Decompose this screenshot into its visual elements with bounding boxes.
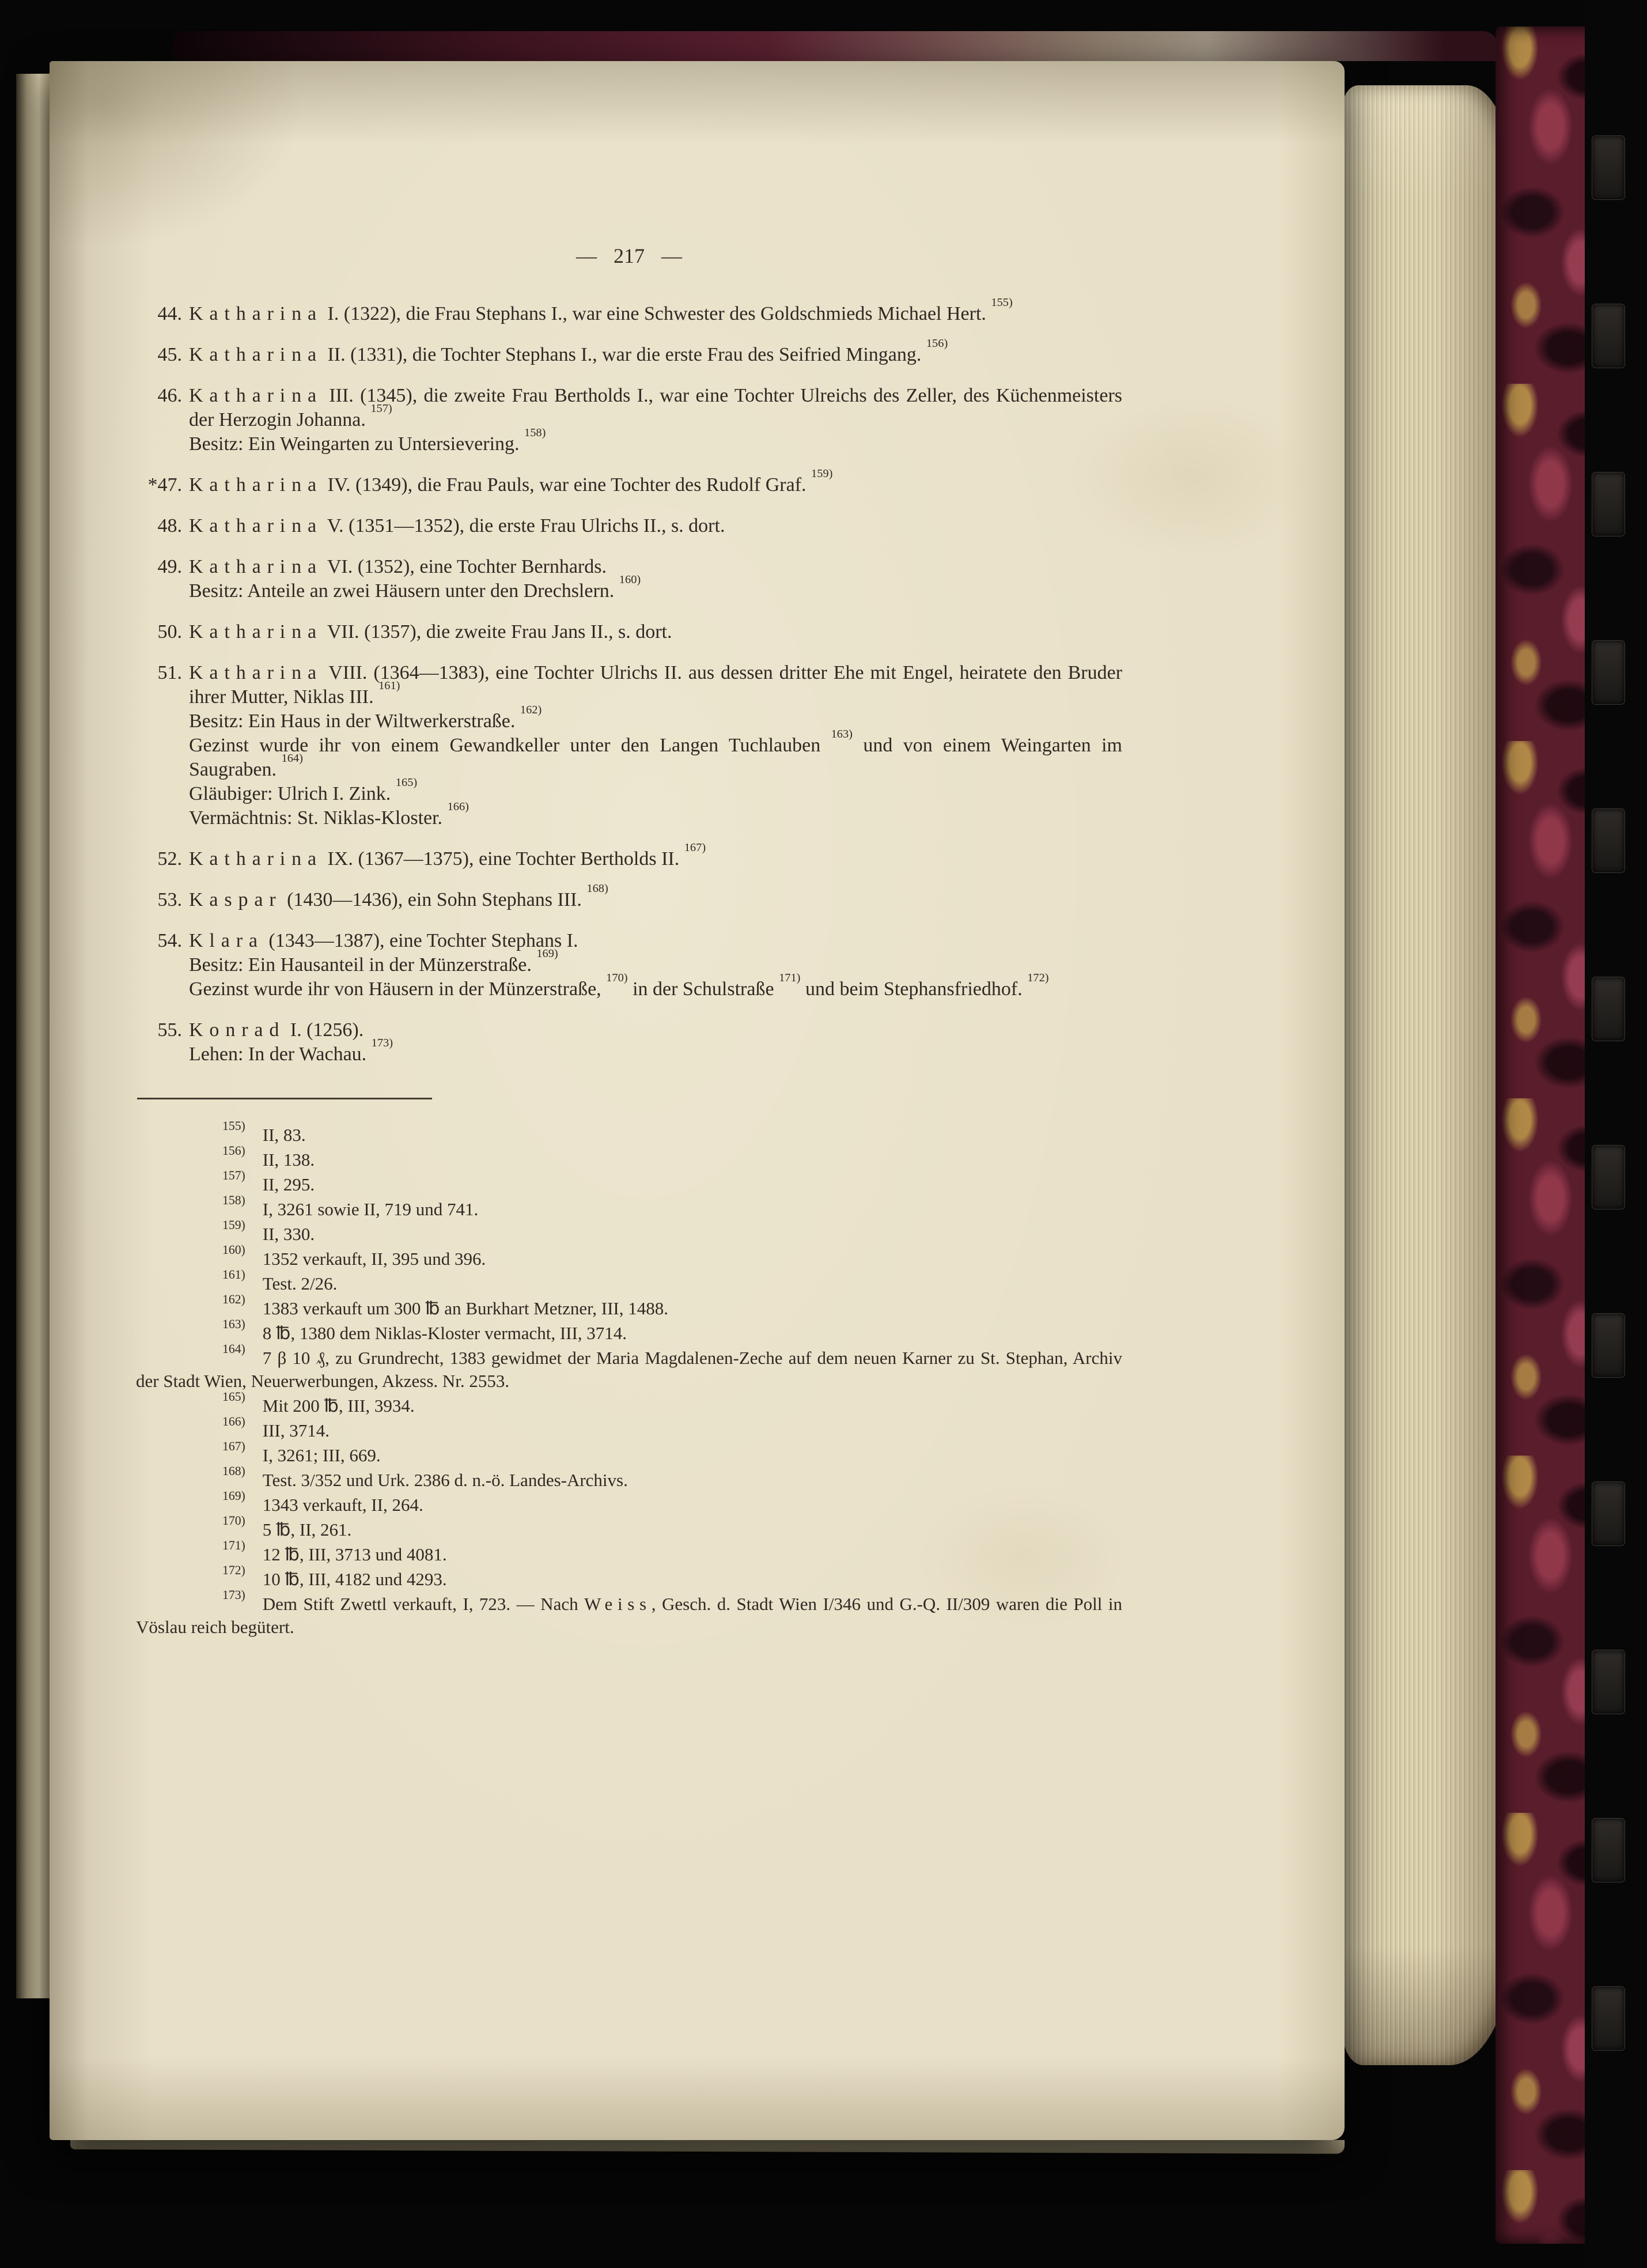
footnote-172 (136, 1563, 1122, 1591)
entry-name-numeral: III. (322, 385, 354, 406)
strap-slot (1592, 977, 1625, 1041)
footnote-marker: 168) (222, 1464, 245, 1479)
footnote-marker: 167) (222, 1439, 245, 1454)
footnote-marker: 165) (222, 1390, 245, 1404)
entry-paragraph (189, 929, 1122, 953)
footnote-text: 1383 verkauft um 300 ℔ an Burkhart Metzner, III, 1488. (262, 1298, 668, 1318)
entries-list (136, 296, 1123, 1067)
entry-name-numeral: VIII. (322, 662, 368, 683)
strap-slot (1592, 135, 1625, 200)
footnote-text: I, 3261 sowie II, 719 und 741. (262, 1199, 479, 1219)
footnote-marker: 166) (222, 1415, 245, 1429)
book-top-board-edge (173, 31, 1498, 61)
entry-number: 52. (157, 848, 182, 870)
entry-53 (136, 882, 1122, 912)
entry-subline: Besitz: Anteile an zwei Häusern unter den Drechslern. $^{160)}$ (189, 573, 641, 602)
entry-body: (1322), die Frau Stephans I., war eine Schwester des Goldschmieds Michael Hert. $^{155)}$ (343, 296, 1013, 324)
footnote-marker: 164) (222, 1342, 245, 1356)
page-number: — 217 — (576, 244, 682, 267)
entry-number: 49. (157, 556, 182, 577)
footnote-169 (136, 1489, 1122, 1517)
entry-number: 53. (157, 889, 182, 910)
footnote-167 (136, 1439, 1122, 1467)
footnote-marker: 157) (222, 1169, 245, 1183)
footnote-text: III, 3714. (262, 1420, 330, 1441)
footnote-marker: 172) (222, 1563, 245, 1578)
entry-paragraph (189, 384, 1122, 432)
entry-subline: Gezinst wurde ihr von einem Gewandkeller unter den Langen Tuchlauben $^{163)}$ und von einem Weingarten im Saugraben. $^{164)}$ (189, 728, 1122, 780)
strap-slot (1592, 1650, 1625, 1714)
entry-name: Katharina (189, 385, 323, 406)
entry-body: (1357), die zweite Frau Jans II., s. dort. (364, 621, 672, 642)
footnote-text: 1343 verkauft, II, 264. (262, 1495, 423, 1515)
entry-number: *47. (147, 474, 182, 496)
entry-number: 48. (157, 515, 182, 536)
entry-name-numeral: I. (322, 303, 339, 324)
entry-50 (136, 620, 1122, 644)
footnote-159 (136, 1218, 1122, 1246)
strap-slot (1592, 808, 1625, 873)
footnote-text: 12 ℔, III, 3713 und 4081. (262, 1544, 447, 1564)
entry-body: (1364—1383), eine Tochter Ulrichs II. aus dessen dritter Ehe mit Engel, heiratete den Bruder ihrer Mutter, Niklas III. $^{161)}$ (189, 662, 1123, 708)
footnote-marker: 173) (222, 1588, 245, 1602)
entry-subline: Besitz: Ein Haus in der Wiltwerkerstraße. $^{162)}$ (189, 704, 542, 732)
strap-slot (1592, 1481, 1625, 1546)
entry-51 (136, 661, 1122, 830)
entry-name: Katharina (189, 662, 323, 683)
entry-body: (1349), die Frau Pauls, war eine Tochter des Rudolf Graf. $^{159)}$ (355, 467, 833, 496)
footnotes (136, 1119, 1123, 1639)
footnote-166 (136, 1415, 1122, 1442)
footnote-168 (136, 1464, 1122, 1492)
footnote-marker: 159) (222, 1218, 245, 1233)
entry-47 (136, 467, 1122, 497)
entry-52 (136, 841, 1122, 871)
strap-slot (1592, 640, 1625, 705)
entry-name: Klara (189, 930, 264, 951)
strap-slot (1592, 472, 1625, 536)
footnote-text: II, 295. (262, 1174, 315, 1195)
footnote-163 (136, 1317, 1122, 1345)
left-page-edge (16, 74, 50, 1998)
footnote-164 (136, 1342, 1122, 1393)
entry-name: Katharina (189, 515, 323, 536)
footnote-text: II, 138. (262, 1150, 315, 1170)
entry-name: Katharina (189, 556, 323, 577)
footnote-157 (136, 1169, 1122, 1196)
entry-paragraph (189, 620, 1122, 644)
footnote-marker: 160) (222, 1243, 245, 1257)
footnote-text: Dem Stift Zwettl verkauft, I, 723. — Nach Weiss, Gesch. d. Stadt Wien I/346 und G.-Q. II/309 waren die Poll in Vöslau reich begütert. (136, 1594, 1123, 1637)
entry-number: 55. (157, 1019, 182, 1041)
entry-name-numeral: IV. (322, 474, 351, 496)
entry-name-numeral: VI. (322, 556, 353, 577)
entry-paragraph (189, 882, 1122, 912)
entry-46 (136, 384, 1122, 456)
page-stack-fore-edge (1342, 85, 1513, 2065)
footnote-marker: 158) (222, 1193, 245, 1208)
footnote-text: II, 330. (262, 1224, 315, 1244)
footnote-161 (136, 1268, 1122, 1295)
entry-body: (1430—1436), ein Sohn Stephans III. $^{168)}$ (287, 882, 608, 910)
footnote-marker: 155) (222, 1119, 245, 1133)
entry-body: (1351—1352), die erste Frau Ulrichs II., s. dort. (349, 515, 725, 536)
entry-subline: Gezinst wurde ihr von Häusern in der Münzerstraße, $^{170)}$ in der Schulstraße $^{171)}$ und beim Stephansfriedhof. $^{172)}$ (189, 972, 1049, 1000)
entry-paragraph (189, 841, 1122, 871)
entry-subline: Gläubiger: Ulrich I. Zink. $^{165)}$ (189, 776, 418, 804)
footnote-text: I, 3261; III, 669. (262, 1445, 381, 1465)
entry-number: 50. (157, 621, 182, 642)
entry-number: 44. (157, 303, 182, 324)
strap-slot (1592, 1145, 1625, 1209)
entry-body: (1345), die zweite Frau Bertholds I., war eine Tochter Ulreichs des Zeller, des Küchenmeisters der Herzogin Johanna. $^{157)}$ (189, 385, 1123, 430)
footnote-marker: 162) (222, 1292, 245, 1307)
footnote-text: 8 ℔, 1380 dem Niklas-Kloster vermacht, III, 3714. (262, 1323, 627, 1343)
entry-name-numeral: V. (322, 515, 344, 536)
entry-name-numeral: I. (285, 1019, 302, 1041)
entry-name-numeral: II. (322, 344, 346, 365)
entry-number: 54. (157, 930, 182, 951)
entry-name: Konrad (189, 1019, 286, 1041)
footnote-marker: 156) (222, 1144, 245, 1158)
footnote-156 (136, 1144, 1122, 1171)
footnote-text: 7 β 10 ₰, zu Grundrecht, 1383 gewidmet der Maria Magdalenen-Zeche auf dem neuen Karner zu St. Stephan, Archiv der Stadt Wien, Neuerwerbungen, Akzess. Nr. 2553. (136, 1348, 1122, 1391)
footnote-170 (136, 1514, 1122, 1541)
entry-49 (136, 555, 1122, 603)
entry-subline: Vermächtnis: St. Niklas-Kloster. $^{166)}$ (189, 800, 469, 829)
entry-paragraph (189, 555, 1122, 579)
entry-44 (136, 296, 1122, 326)
entry-paragraph (189, 514, 1122, 538)
entry-name-numeral: IX. (322, 848, 353, 870)
footnote-162 (136, 1292, 1122, 1320)
book-page (50, 61, 1345, 2140)
entry-54 (136, 929, 1122, 1001)
text-column (136, 61, 1122, 1640)
footnote-text: 1352 verkauft, II, 395 und 396. (262, 1249, 486, 1269)
entry-body: (1256). (306, 1019, 364, 1041)
entry-name: Katharina (189, 303, 323, 324)
entry-body: (1352), eine Tochter Bernhards. (357, 556, 607, 577)
footnote-text: Mit 200 ℔, III, 3934. (262, 1396, 415, 1416)
entry-45 (136, 337, 1122, 367)
entry-number: 46. (157, 385, 182, 406)
footnote-text: Test. 3/352 und Urk. 2386 d. n.-ö. Landes-Archivs. (262, 1470, 628, 1490)
book-bottom-board-edge (507, 2145, 1628, 2254)
footnote-173 (136, 1588, 1123, 1639)
strap-slot (1592, 1986, 1625, 2051)
entry-paragraph (189, 661, 1122, 709)
footnote-165 (136, 1390, 1122, 1418)
entry-body: (1367—1375), eine Tochter Bertholds II. $^{167)}$ (358, 841, 706, 870)
entry-subline: Lehen: In der Wachau. $^{173)}$ (189, 1037, 393, 1065)
strap-slot (1592, 1818, 1625, 1883)
footnote-text: Test. 2/26. (262, 1273, 338, 1294)
footnote-separator (137, 1098, 432, 1099)
strap-slot (1592, 1313, 1625, 1378)
entry-name: Katharina (189, 474, 323, 496)
footnote-160 (136, 1243, 1122, 1271)
entry-body: (1343—1387), eine Tochter Stephans I. (268, 930, 578, 951)
footnote-155 (136, 1119, 1122, 1147)
footnote-marker: 170) (222, 1514, 245, 1528)
entry-paragraph (189, 296, 1122, 326)
footnote-marker: 169) (222, 1489, 245, 1503)
entry-body: (1331), die Tochter Stephans I., war die erste Frau des Seifried Mingang. $^{156)}$ (350, 337, 948, 365)
entry-number: 45. (157, 344, 182, 365)
entry-55 (136, 1018, 1122, 1067)
entry-subline: Besitz: Ein Hausanteil in der Münzerstraße. $^{169)}$ (189, 947, 558, 976)
footnote-text: 5 ℔, II, 261. (262, 1519, 352, 1540)
cradle-strap (1585, 0, 1647, 2268)
entry-subline: Besitz: Ein Weingarten zu Untersievering. $^{158)}$ (189, 426, 546, 455)
entry-name: Katharina (189, 848, 323, 870)
footnote-text: II, 83. (262, 1125, 306, 1145)
footnote-marker: 163) (222, 1317, 245, 1332)
entry-name: Katharina (189, 621, 323, 642)
entry-name: Katharina (189, 344, 323, 365)
entry-paragraph (189, 1018, 1122, 1042)
footnote-marker: 171) (222, 1539, 245, 1553)
entry-name: Kaspar (189, 889, 282, 910)
strap-slot (1592, 304, 1625, 368)
entry-48 (136, 514, 1122, 538)
footnote-text: 10 ℔, III, 4182 und 4293. (262, 1569, 447, 1589)
entry-paragraph (189, 337, 1122, 367)
footnote-marker: 161) (222, 1268, 245, 1282)
entry-paragraph (189, 467, 1122, 497)
entry-number: 51. (157, 662, 182, 683)
entry-name-numeral: VII. (322, 621, 359, 642)
footnote-158 (136, 1193, 1122, 1221)
footnote-171 (136, 1539, 1122, 1566)
